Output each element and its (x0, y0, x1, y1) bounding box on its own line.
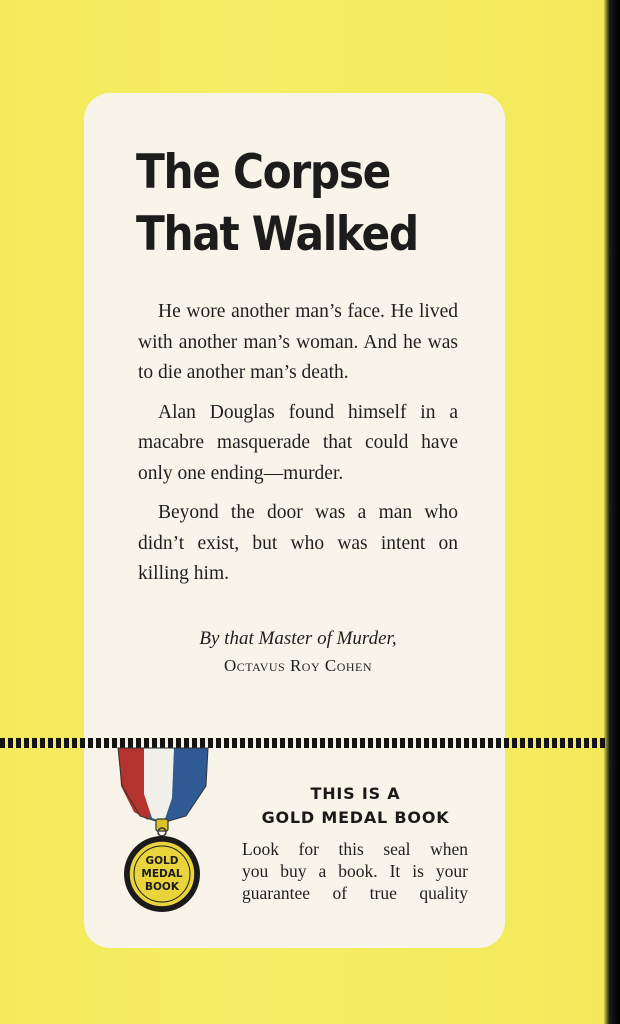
gold-medal-text-line-3: guarantee of true quality (242, 883, 468, 903)
gold-medal-heading (228, 782, 483, 830)
gold-medal-text (242, 838, 468, 904)
title-line-2: That Walked (136, 207, 418, 262)
blurb-paragraph-2: Alan Douglas found himself in a macabre masquerade that could have only one ending—murder. (138, 401, 458, 484)
title-line-1: The Corpse (136, 145, 390, 200)
seal-text-book: BOOK (145, 881, 179, 893)
gold-medal-text-line-1: Look for this seal when (242, 839, 468, 859)
seal-text-medal: MEDAL (141, 868, 183, 880)
gold-medal-text-line-2: you buy a book. It is your (242, 861, 468, 881)
gold-medal-heading-line-1: THIS IS A (310, 784, 401, 803)
gold-medal-heading-line-2: GOLD MEDAL BOOK (261, 808, 450, 827)
blurb-paragraph-3: Beyond the door was a man who didn’t exist, but who was intent on killing him. (138, 502, 458, 584)
blurb (138, 297, 458, 599)
byline: By that Master of Murder, (199, 628, 397, 649)
seal-text-gold: GOLD (145, 855, 179, 867)
blurb-paragraph-1: He wore another man’s face. He lived with another man’s woman. And he was to die another man’s death. (138, 301, 458, 383)
perforated-line (0, 738, 608, 748)
gold-medal-seal-icon (114, 746, 214, 916)
book-title (136, 142, 460, 266)
byline-block (138, 625, 458, 679)
cover-edge (604, 0, 620, 1024)
author-name: Octavus Roy Cohen (223, 656, 373, 675)
